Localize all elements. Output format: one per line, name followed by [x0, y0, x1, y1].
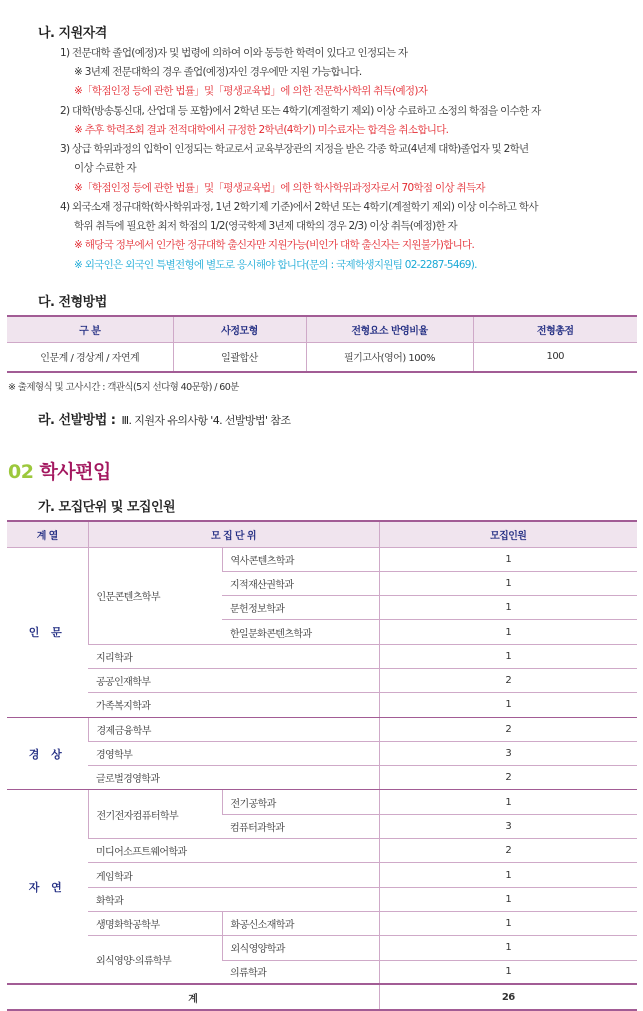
dept-count: 1 [379, 547, 637, 571]
table-row [7, 887, 637, 911]
dept-name: 미디어소프트웨어학과 [88, 839, 379, 863]
dept-name: 역사콘텐츠학과 [222, 547, 379, 571]
dept-name: 외식영양학과 [222, 936, 379, 960]
method-header-model: 사정모형 [173, 316, 306, 342]
table-row [7, 547, 637, 571]
group-humanities-content: 인문콘텐츠학부 [88, 547, 222, 644]
dept-name: 지리학과 [88, 644, 379, 668]
selection-text: Ⅲ. 지원자 유의사항 '4. 선발방법' 참조 [121, 414, 291, 427]
dept-count: 1 [379, 644, 637, 668]
table-row [7, 668, 637, 692]
dept-name: 지적재산권학과 [222, 571, 379, 595]
dept-count: 3 [379, 814, 637, 838]
dept-name: 경영학부 [88, 741, 379, 765]
category-business: 경 상 [7, 717, 88, 790]
dept-count: 1 [379, 571, 637, 595]
table-row [7, 342, 637, 372]
group-food-clothing: 외식영양·의류학부 [88, 936, 222, 985]
qual-line-7: 이상 수료한 자 [74, 162, 136, 174]
dept-name: 화공신소재학과 [222, 911, 379, 935]
dept-count: 1 [379, 620, 637, 644]
dept-count: 1 [379, 960, 637, 984]
recruit-table [7, 520, 637, 1011]
recruit-header-count: 모집인원 [379, 521, 637, 547]
qual-line-2: ※ 3년제 전문대학의 경우 졸업(예정)자인 경우에만 지원 가능합니다. [74, 66, 362, 78]
dept-name: 게임학과 [88, 863, 379, 887]
dept-name: 컴퓨터과학과 [222, 814, 379, 838]
dept-name: 의류학과 [222, 960, 379, 984]
total-label: 계 [7, 984, 379, 1010]
qual-line-9: 4) 외국소재 정규대학(학사학위과정, 1년 2학기제 기준)에서 2학년 또는 4학기(계절학기 제외) 이상 이수하고 학사 [60, 201, 538, 213]
section-02-title [8, 457, 111, 484]
table-row [7, 644, 637, 668]
dept-name: 공공인재학부 [88, 668, 379, 692]
selection-label: 라. 선발방법 : [38, 413, 116, 428]
dept-count: 2 [379, 766, 637, 790]
total-row [7, 984, 637, 1010]
dept-count: 1 [379, 790, 637, 814]
dept-count: 1 [379, 887, 637, 911]
dept-name: 화학과 [88, 887, 379, 911]
table-row [7, 863, 637, 887]
method-header-ratio: 전형요소 반영비율 [306, 316, 473, 342]
dept-name: 글로벌경영학과 [88, 766, 379, 790]
dept-count: 1 [379, 911, 637, 935]
qual-line-12: ※ 외국인은 외국인 특별전형에 별도로 응시해야 합니다(문의 : 국제학생지원팀 02-2287-5469). [74, 259, 477, 271]
method-cell-model: 일괄합산 [173, 342, 306, 372]
method-cell-ratio: 필기고사(영어) 100% [306, 342, 473, 372]
method-table-header [7, 316, 637, 342]
dept-name: 경제금융학부 [88, 717, 379, 741]
qual-line-8: ※「학점인정 등에 관한 법률」및「평생교육법」에 의한 학사학위과정자로서 70학점 이상 취득자 [74, 182, 485, 194]
method-header-total: 전형총점 [473, 316, 637, 342]
group-life-chemical: 생명화학공학부 [88, 911, 222, 935]
category-humanities: 인 문 [7, 547, 88, 717]
dept-count: 1 [379, 693, 637, 717]
method-note: ※ 출제형식 및 고사시간 : 객관식(5지 선다형 40문항) / 60분 [8, 382, 239, 393]
dept-count: 1 [379, 936, 637, 960]
group-electrical-computer: 전기전자컴퓨터학부 [88, 790, 222, 839]
method-heading: 다. 전형방법 [38, 295, 107, 310]
table-row [7, 741, 637, 765]
dept-count: 2 [379, 717, 637, 741]
category-natural-science: 자 연 [7, 790, 88, 984]
recruit-header-unit: 모 집 단 위 [88, 521, 379, 547]
qual-line-10: 학위 취득에 필요한 최저 학점의 1/2(영국학제 3년제 대학의 경우 2/3) 이상 취득(예정)한 자 [74, 220, 457, 232]
recruit-heading: 가. 모집단위 및 모집인원 [38, 500, 176, 515]
table-row [7, 911, 637, 935]
total-count: 26 [379, 984, 637, 1010]
dept-count: 2 [379, 668, 637, 692]
qual-line-4: 2) 대학(방송통신대, 산업대 등 포함)에서 2학년 또는 4학기(계절학기 제외) 이상 수료하고 소정의 학점을 이수한 자 [60, 105, 541, 117]
table-row [7, 693, 637, 717]
qual-line-5: ※ 추후 학력조회 결과 전적대학에서 규정한 2학년(4학기) 미수료자는 합격을 취소합니다. [74, 124, 449, 136]
qual-line-6: 3) 상급 학위과정의 입학이 인정되는 학교로서 교육부장관의 지정을 받은 각종 학교(4년제 대학)졸업자 및 2학년 [60, 143, 529, 155]
table-row [7, 839, 637, 863]
section-number: 02 [8, 461, 34, 483]
dept-name: 전기공학과 [222, 790, 379, 814]
method-header-category: 구 분 [7, 316, 173, 342]
dept-count: 1 [379, 863, 637, 887]
qual-line-3: ※「학점인정 등에 관한 법률」및「평생교육법」에 의한 전문학사학위 취득(예정)자 [74, 85, 428, 97]
section-title: 학사편입 [39, 461, 111, 483]
table-row [7, 936, 637, 960]
dept-name: 한일문화콘텐츠학과 [222, 620, 379, 644]
table-row [7, 766, 637, 790]
dept-name: 가족복지학과 [88, 693, 379, 717]
dept-count: 1 [379, 596, 637, 620]
table-row [7, 790, 637, 814]
qualification-heading: 나. 지원자격 [38, 26, 107, 41]
method-cell-total: 100 [473, 342, 637, 372]
dept-count: 3 [379, 741, 637, 765]
method-cell-category: 인문계 / 경상계 / 자연계 [7, 342, 173, 372]
table-row [7, 717, 637, 741]
selection-heading [38, 409, 290, 428]
recruit-table-header [7, 521, 637, 547]
qual-line-1: 1) 전문대학 졸업(예정)자 및 법령에 의하여 이와 동등한 학력이 있다고 인정되는 자 [60, 47, 408, 59]
recruit-header-field: 계 열 [7, 521, 88, 547]
qual-line-11: ※ 해당국 정부에서 인가한 정규대학 출신자만 지원가능(비인가 대학 출신자는 지원불가)합니다. [74, 239, 475, 251]
method-table [7, 315, 637, 373]
dept-count: 2 [379, 839, 637, 863]
dept-name: 문헌정보학과 [222, 596, 379, 620]
